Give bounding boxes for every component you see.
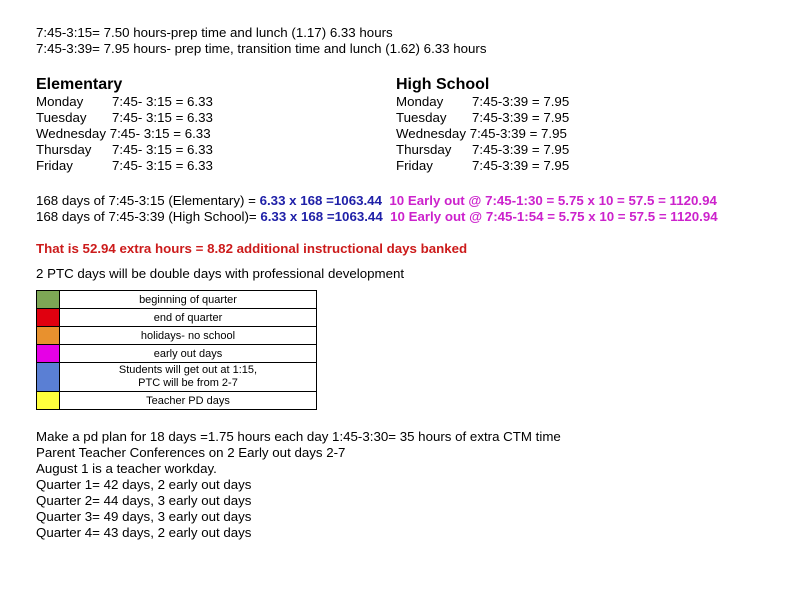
- day-label: Monday: [36, 94, 84, 109]
- early-out-calc: 10 Early out @ 7:45-1:54 = 5.75 x 10 = 57.5 = 1120.94: [390, 209, 718, 224]
- time-value: 7:45- 3:15 = 6.33: [112, 158, 213, 173]
- legend-label: end of quarter: [60, 309, 317, 327]
- hours-summary-high-school: 7:45-3:39= 7.95 hours- prep time, transition time and lunch (1.62) 6.33 hours: [36, 41, 487, 56]
- note-line: Quarter 3= 49 days, 3 early out days: [36, 509, 252, 524]
- ptc-note: 2 PTC days will be double days with professional development: [36, 266, 405, 281]
- time-value: 7:45-3:39 = 7.95: [469, 126, 567, 141]
- legend-row: [37, 392, 317, 410]
- note-line: August 1 is a teacher workday.: [36, 461, 217, 476]
- schedule-row: [396, 158, 569, 174]
- day-label: Monday: [396, 94, 444, 109]
- time-value: 7:45- 3:15 = 6.33: [109, 126, 211, 141]
- extra-hours-note: That is 52.94 extra hours = 8.82 additional instructional days banked: [36, 241, 468, 256]
- hours-summary-elementary: 7:45-3:15= 7.50 hours-prep time and lunch (1.17) 6.33 hours: [36, 25, 393, 40]
- day-label: Wednesday: [396, 126, 466, 141]
- schedule-row: [396, 142, 569, 158]
- time-value: 7:45- 3:15 = 6.33: [112, 94, 213, 109]
- elementary-title: Elementary: [36, 76, 123, 93]
- legend-row: [37, 363, 317, 392]
- day-label: Thursday: [36, 142, 92, 157]
- day-label: Tuesday: [36, 110, 87, 125]
- time-value: 7:45-3:39 = 7.95: [472, 158, 570, 173]
- elementary-schedule: [36, 76, 213, 174]
- day-label: Friday: [396, 158, 433, 173]
- legend-row: [37, 327, 317, 345]
- calc-total: 6.33 x 168 =1063.44: [259, 193, 382, 208]
- note-line: Parent Teacher Conferences on 2 Early out days 2-7: [36, 445, 346, 460]
- calc-text: 168 days of 7:45-3:15 (Elementary) =: [36, 193, 260, 208]
- legend-row: [37, 345, 317, 363]
- schedule-row: [36, 142, 213, 158]
- high-school-title: High School: [396, 76, 490, 93]
- calc-line-high-school: [36, 209, 718, 225]
- time-value: 7:45-3:39 = 7.95: [472, 94, 570, 109]
- note-line: Make a pd plan for 18 days =1.75 hours each day 1:45-3:30= 35 hours of extra CTM time: [36, 429, 561, 444]
- calc-line-elementary: [36, 193, 717, 209]
- legend-label: early out days: [60, 345, 317, 363]
- legend-label: Teacher PD days: [60, 392, 317, 410]
- day-label: Tuesday: [396, 110, 447, 125]
- calc-total: 6.33 x 168 =1063.44: [260, 209, 383, 224]
- note-line: Quarter 2= 44 days, 3 early out days: [36, 493, 252, 508]
- time-value: 7:45- 3:15 = 6.33: [112, 110, 213, 125]
- day-label: Thursday: [396, 142, 452, 157]
- legend-row: [37, 291, 317, 309]
- schedule-row: [36, 94, 213, 110]
- legend-swatch: [37, 327, 60, 345]
- day-label: Wednesday: [36, 126, 106, 141]
- calc-text: 168 days of 7:45-3:39 (High School)=: [36, 209, 261, 224]
- color-legend: [36, 290, 317, 410]
- legend-label: beginning of quarter: [60, 291, 317, 309]
- schedule-row: [396, 94, 569, 110]
- schedule-row: [396, 110, 569, 126]
- legend-label-line: PTC will be from 2-7: [138, 377, 238, 389]
- legend-swatch: [37, 291, 60, 309]
- legend-label: [60, 363, 317, 392]
- schedule-row: [36, 126, 213, 142]
- high-school-schedule: [396, 76, 569, 174]
- schedule-row: [36, 110, 213, 126]
- time-value: 7:45- 3:15 = 6.33: [112, 142, 213, 157]
- legend-row: [37, 309, 317, 327]
- schedule-row: [396, 126, 569, 142]
- time-value: 7:45-3:39 = 7.95: [472, 142, 570, 157]
- note-line: Quarter 1= 42 days, 2 early out days: [36, 477, 252, 492]
- legend-label: holidays- no school: [60, 327, 317, 345]
- legend-swatch: [37, 309, 60, 327]
- legend-swatch: [37, 363, 60, 392]
- time-value: 7:45-3:39 = 7.95: [472, 110, 570, 125]
- legend-label-line: Students will get out at 1:15,: [118, 364, 258, 376]
- notes-block: [36, 429, 561, 541]
- day-label: Friday: [36, 158, 73, 173]
- legend-swatch: [37, 345, 60, 363]
- early-out-calc: 10 Early out @ 7:45-1:30 = 5.75 x 10 = 57.5 = 1120.94: [389, 193, 717, 208]
- schedule-row: [36, 158, 213, 174]
- note-line: Quarter 4= 43 days, 2 early out days: [36, 525, 252, 540]
- legend-swatch: [37, 392, 60, 410]
